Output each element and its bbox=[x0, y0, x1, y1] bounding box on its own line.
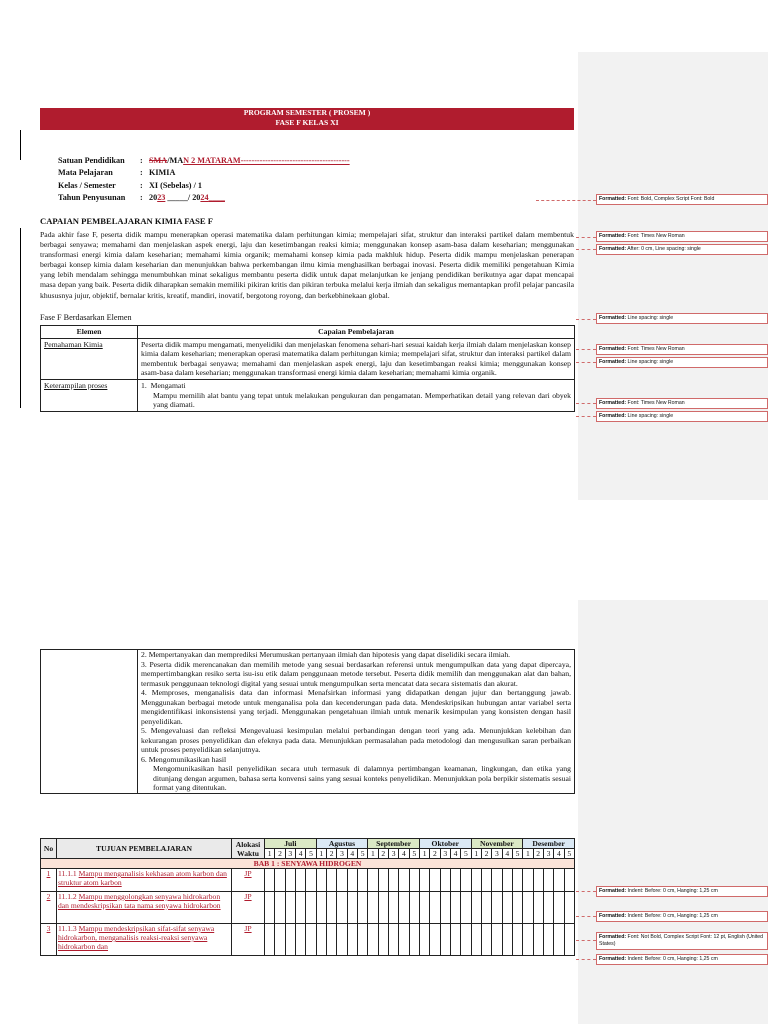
schedule-cell[interactable] bbox=[430, 869, 440, 892]
tujuan-text: Mampu mendeskripsikan sifat-sifat senyawa hidrokarbon, menganalisis reaksi-reaksi senyawa hidrokarbon dan bbox=[58, 924, 215, 951]
schedule-cell[interactable] bbox=[502, 892, 512, 924]
schedule-cell[interactable] bbox=[554, 924, 564, 956]
item-number: 4. bbox=[141, 688, 147, 697]
balloon-connector bbox=[576, 349, 596, 351]
month-header: November bbox=[471, 839, 523, 849]
balloon-text: Font: Not Bold, Complex Script Font: 12 pt, English (United States) bbox=[599, 934, 764, 947]
bab-row bbox=[41, 859, 575, 869]
schedule-cell[interactable] bbox=[378, 924, 388, 956]
schedule-cell[interactable] bbox=[357, 869, 367, 892]
elemen-cell: Keterampilan proses bbox=[41, 379, 138, 411]
schedule-cell[interactable] bbox=[368, 892, 378, 924]
identity-value-year bbox=[149, 193, 225, 203]
item-number: 5. bbox=[141, 726, 147, 735]
week-header: 3 bbox=[285, 849, 295, 859]
list-item bbox=[141, 650, 571, 660]
row-number: 2 bbox=[41, 892, 57, 924]
jp-cell: JP bbox=[232, 892, 265, 924]
week-header: 3 bbox=[543, 849, 553, 859]
schedule-cell[interactable] bbox=[450, 869, 460, 892]
week-header: 3 bbox=[440, 849, 450, 859]
schedule-cell[interactable] bbox=[399, 892, 409, 924]
balloon-label: Formatted: bbox=[599, 956, 627, 962]
balloon-text: Line spacing: single bbox=[627, 359, 674, 365]
schedule-cell[interactable] bbox=[419, 892, 429, 924]
header-tujuan: TUJUAN PEMBELAJARAN bbox=[57, 839, 232, 859]
schedule-cell[interactable] bbox=[306, 869, 316, 892]
month-header: September bbox=[368, 839, 420, 849]
week-header: 5 bbox=[409, 849, 419, 859]
schedule-cell[interactable] bbox=[512, 892, 522, 924]
schedule-header-row bbox=[41, 839, 575, 849]
identity-label: Kelas / Semester bbox=[58, 181, 116, 190]
balloon-connector bbox=[536, 200, 596, 202]
schedule-cell[interactable] bbox=[337, 892, 347, 924]
format-balloon[interactable] bbox=[596, 411, 768, 422]
capaian-paragraph: Pada akhir fase F, peserta didik mampu menerapkan operasi matematika dalam perhitungan kimia; mempelajari sifat, struktur dan interaksi partikel dalam membentuk berbagai senyawa; memahami dan menjelaskan aspek energi, laju dan kesetimbangan reaksi kimia; menggunakan konsep asam-basa dalam keseharian; menggunakan transformasi energi kimia dalam keseharian; memahami kimia organik; memahami konsep kimia pada makhluk hidup. Peserta didik mampu menjelaskan penerapan berbagai konsep kimia dalam keseharian dan menunjukkan bahwa perkembangan ilmu kimia menghasilkan berbagai inovasi. Peserta didik memiliki pengetahuan Kimia yang lebih mendalam sehingga menumbuhkan minat sekaligus membantu peserta didik untuk dapat melanjutkan ke jenjang pendidikan berikutnya agar dapat mencapai masa depan yang baik. Peserta didik diharapkan semakin memiliki pikiran kritis dan pikiran terbuka melalui kerja ilmiah dan sekaligus memantapkan profil pelajar pancasila khususnya jujur, objektif, bernalar kritis, kreatif, mandiri, inovatif, bergotong royong, dan berkebhinekaan global. bbox=[40, 230, 574, 300]
schedule-cell[interactable] bbox=[409, 869, 419, 892]
schedule-cell[interactable] bbox=[347, 869, 357, 892]
balloon-connector bbox=[576, 249, 596, 251]
header-elemen: Elemen bbox=[41, 326, 138, 339]
balloon-label: Formatted: bbox=[599, 888, 627, 894]
schedule-cell[interactable] bbox=[265, 869, 275, 892]
balloon-label: Formatted: bbox=[599, 413, 627, 419]
balloon-label: Formatted: bbox=[599, 934, 627, 940]
schedule-cell[interactable] bbox=[409, 892, 419, 924]
balloon-label: Formatted: bbox=[599, 315, 627, 321]
item-title: Mengamati bbox=[150, 380, 186, 390]
item-text: Mengevaluasi dan refleksi Mengevaluasi kesimpulan melalui perbandingan dengan teori yang ada. Menunjukkan kelebihan dan kekurangan proses penyelidikan dan efeknya pada data. Menunjukkan permasalahan pada metodologi dan mengusulkan saran perbaikan untuk proses penyelidikan selanjutnya. bbox=[141, 726, 571, 754]
schedule-cell[interactable] bbox=[295, 924, 305, 956]
balloon-connector bbox=[576, 959, 596, 961]
schedule-cell[interactable] bbox=[337, 869, 347, 892]
format-balloon[interactable] bbox=[596, 194, 768, 205]
banner-title: PROGRAM SEMESTER ( PROSEM ) bbox=[243, 108, 371, 117]
schedule-cell[interactable] bbox=[481, 892, 491, 924]
schedule-cell[interactable] bbox=[316, 869, 326, 892]
balloon-label: Formatted: bbox=[599, 196, 627, 202]
week-header: 2 bbox=[378, 849, 388, 859]
schedule-cell[interactable] bbox=[409, 924, 419, 956]
item-number: 6. bbox=[141, 754, 147, 764]
item-text: Mempertanyakan dan memprediksi Merumuskan pertanyaan ilmiah dan hipotesis yang dapat diselidiki secara ilmiah. bbox=[148, 650, 511, 659]
schedule-cell[interactable] bbox=[275, 924, 285, 956]
tujuan-cell bbox=[57, 924, 232, 956]
elemen-table bbox=[40, 325, 575, 412]
balloon-connector bbox=[576, 403, 596, 405]
table-row bbox=[41, 869, 575, 892]
header-alokasi bbox=[232, 839, 265, 859]
schedule-cell[interactable] bbox=[564, 892, 574, 924]
capaian-cell: Peserta didik mampu mengamati, menyelidiki dan menjelaskan fenomena sehari-hari sesuai kaidah kerja ilmiah dalam menjelaskan konsep kimia dalam keseharian; menerapkan operasi matematika dalam perhitungan kimia; mempelajari sifat, struktur dan interaksi partikel dalam membentuk berbagai senyawa; memahami dan menjelaskan aspek energi, laju dan kesetimbangan reaksi kimia; menggunakan konsep asam-basa dalam keseharian; menggunakan transformasi energi kimia dalam keseharian; memahami kimia organik. bbox=[138, 338, 575, 379]
schedule-cell[interactable] bbox=[388, 924, 398, 956]
elemen-table-continued bbox=[40, 649, 575, 794]
item-text: Mengomunikasikan hasil penyelidikan secara utuh termasuk di dalamnya pertimbangan keamanan, lingkungan, dan etika yang ditunjang dengan argumen, bahasa serta konvensi sains yang sesuai konteks penyelidikan. Menunjukkan pola berpikir sistematis sesuai format yang ditentukan. bbox=[153, 764, 571, 792]
week-header: 4 bbox=[502, 849, 512, 859]
document-banner bbox=[40, 108, 574, 130]
alokasi-line2: Waktu bbox=[237, 848, 259, 858]
schedule-cell[interactable] bbox=[337, 924, 347, 956]
month-header: Desember bbox=[523, 839, 575, 849]
alokasi-line1: Alokasi bbox=[235, 839, 261, 849]
table-row bbox=[41, 379, 575, 411]
schedule-cell[interactable] bbox=[481, 869, 491, 892]
year-part: ____ bbox=[208, 193, 225, 202]
tujuan-cell bbox=[57, 869, 232, 892]
balloon-label: Formatted: bbox=[599, 913, 627, 919]
identity-sep: : bbox=[140, 168, 143, 177]
year-part: _____/ 20 bbox=[165, 193, 201, 202]
identity-sep: : bbox=[140, 181, 143, 190]
schedule-cell[interactable] bbox=[357, 924, 367, 956]
week-header: 4 bbox=[450, 849, 460, 859]
schedule-cell[interactable] bbox=[326, 924, 336, 956]
tujuan-text: Mampu menggolongkan senyawa hidrokarbon dan mendeskripsikan tata nama senyawa hidrokarbon bbox=[58, 892, 221, 910]
schedule-cell[interactable] bbox=[564, 869, 574, 892]
item-number: 1. bbox=[141, 380, 147, 390]
balloon-text: Indent: Before: 0 cm, Hanging: 1,25 cm bbox=[627, 913, 718, 919]
week-header: 1 bbox=[368, 849, 378, 859]
schedule-cell[interactable] bbox=[543, 924, 553, 956]
elemen-cell-empty bbox=[41, 650, 138, 794]
schedule-cell[interactable] bbox=[295, 892, 305, 924]
schedule-cell[interactable] bbox=[440, 869, 450, 892]
item-number: 2. bbox=[141, 650, 147, 659]
balloon-connector bbox=[576, 416, 596, 418]
item-text: Mampu memilih alat bantu yang tepat untuk melakukan pengukuran dan pengamatan. Memperhatikan detail yang relevan dari obyek yang diamati. bbox=[153, 390, 571, 410]
schedule-cell[interactable] bbox=[265, 924, 275, 956]
schedule-cell[interactable] bbox=[523, 869, 533, 892]
format-balloon[interactable] bbox=[596, 886, 768, 897]
schedule-cell[interactable] bbox=[471, 869, 481, 892]
tujuan-cell bbox=[57, 892, 232, 924]
balloon-connector bbox=[576, 891, 596, 893]
balloon-text: Font: Times New Roman bbox=[627, 346, 685, 352]
tujuan-text: Mampu menganalisis kekhasan atom karbon dan struktur atom karbon bbox=[58, 869, 227, 887]
week-header: 4 bbox=[295, 849, 305, 859]
week-header: 1 bbox=[419, 849, 429, 859]
balloon-text: Font: Times New Roman bbox=[627, 400, 685, 406]
balloon-connector bbox=[576, 319, 596, 321]
schedule-cell[interactable] bbox=[388, 869, 398, 892]
week-header: 5 bbox=[512, 849, 522, 859]
header-no: No bbox=[41, 839, 57, 859]
format-balloon[interactable] bbox=[596, 344, 768, 355]
schedule-cell[interactable] bbox=[306, 924, 316, 956]
week-header: 3 bbox=[492, 849, 502, 859]
schedule-cell[interactable] bbox=[543, 892, 553, 924]
format-balloon[interactable] bbox=[596, 911, 768, 922]
balloon-text: Indent: Before: 0 cm, Hanging: 1,25 cm bbox=[627, 956, 718, 962]
balloon-text: Font: Times New Roman bbox=[627, 233, 685, 239]
identity-sep: : bbox=[140, 156, 143, 165]
year-inserted: 24 bbox=[200, 193, 209, 202]
identity-sep: : bbox=[140, 193, 143, 202]
schedule-cell[interactable] bbox=[378, 869, 388, 892]
balloon-connector bbox=[576, 940, 596, 942]
tujuan-code: 11.1.2 bbox=[58, 892, 77, 901]
week-header: 3 bbox=[337, 849, 347, 859]
balloon-text: Font: Bold, Complex Script Font: Bold bbox=[627, 196, 715, 202]
schedule-cell[interactable] bbox=[533, 869, 543, 892]
comment-pane-1 bbox=[578, 52, 768, 500]
format-balloon[interactable] bbox=[596, 244, 768, 255]
schedule-cell[interactable] bbox=[316, 924, 326, 956]
week-header: 5 bbox=[564, 849, 574, 859]
schedule-cell[interactable] bbox=[285, 892, 295, 924]
schedule-cell[interactable] bbox=[295, 869, 305, 892]
balloon-connector bbox=[576, 237, 596, 239]
month-header: Agustus bbox=[316, 839, 368, 849]
inserted-text: N 2 MATARAM bbox=[183, 156, 241, 165]
identity-value-subject: KIMIA bbox=[149, 168, 176, 177]
identity-label: Satuan Pendidikan bbox=[58, 156, 125, 165]
week-header: 4 bbox=[554, 849, 564, 859]
schedule-cell[interactable] bbox=[440, 892, 450, 924]
schedule-cell[interactable] bbox=[502, 924, 512, 956]
schedule-cell[interactable] bbox=[275, 892, 285, 924]
format-balloon[interactable] bbox=[596, 313, 768, 324]
inserted-dashes: ---------------------------------------- bbox=[240, 156, 350, 165]
balloon-connector bbox=[576, 362, 596, 364]
schedule-cell[interactable] bbox=[471, 924, 481, 956]
table-row bbox=[41, 650, 575, 794]
header-capaian: Capaian Pembelajaran bbox=[138, 326, 575, 339]
schedule-cell[interactable] bbox=[450, 892, 460, 924]
schedule-cell[interactable] bbox=[554, 869, 564, 892]
week-header: 1 bbox=[316, 849, 326, 859]
list-item bbox=[141, 726, 571, 755]
week-header: 4 bbox=[347, 849, 357, 859]
balloon-label: Formatted: bbox=[599, 359, 627, 365]
capaian-cell bbox=[138, 650, 575, 794]
deleted-text: SMA bbox=[149, 156, 168, 165]
banner-subtitle: FASE F KELAS XI bbox=[275, 118, 339, 127]
schedule-cell[interactable] bbox=[564, 924, 574, 956]
schedule-cell[interactable] bbox=[399, 869, 409, 892]
schedule-cell[interactable] bbox=[512, 869, 522, 892]
balloon-text: After: 0 cm, Line spacing: single bbox=[627, 246, 701, 252]
schedule-cell[interactable] bbox=[430, 924, 440, 956]
schedule-cell[interactable] bbox=[450, 924, 460, 956]
schedule-cell[interactable] bbox=[492, 869, 502, 892]
schedule-cell[interactable] bbox=[440, 924, 450, 956]
schedule-cell[interactable] bbox=[388, 892, 398, 924]
format-balloon[interactable] bbox=[596, 231, 768, 242]
schedule-cell[interactable] bbox=[265, 892, 275, 924]
schedule-cell[interactable] bbox=[461, 924, 471, 956]
list-item bbox=[141, 755, 571, 793]
balloon-text: Line spacing: single bbox=[627, 413, 674, 419]
identity-value-class: XI (Sebelas) / 1 bbox=[149, 181, 202, 190]
schedule-cell[interactable] bbox=[368, 869, 378, 892]
elemen-cell: Pemahaman Kimia bbox=[41, 338, 138, 379]
row-number: 3 bbox=[41, 924, 57, 956]
schedule-cell[interactable] bbox=[347, 924, 357, 956]
schedule-cell[interactable] bbox=[543, 869, 553, 892]
schedule-cell[interactable] bbox=[502, 869, 512, 892]
table-row bbox=[41, 892, 575, 924]
balloon-label: Formatted: bbox=[599, 233, 627, 239]
jp-cell: JP bbox=[232, 869, 265, 892]
change-bar bbox=[20, 228, 21, 408]
week-header: 3 bbox=[388, 849, 398, 859]
week-header: 2 bbox=[533, 849, 543, 859]
balloon-text: Indent: Before: 0 cm, Hanging: 1,25 cm bbox=[627, 888, 718, 894]
schedule-cell[interactable] bbox=[419, 869, 429, 892]
page-gap bbox=[0, 500, 768, 600]
table-row bbox=[41, 338, 575, 379]
schedule-cell[interactable] bbox=[523, 892, 533, 924]
week-header: 1 bbox=[265, 849, 275, 859]
week-header: 2 bbox=[430, 849, 440, 859]
list-item bbox=[141, 688, 571, 726]
identity-value-school bbox=[149, 156, 350, 166]
format-balloon[interactable] bbox=[596, 932, 768, 950]
week-header: 5 bbox=[306, 849, 316, 859]
capaian-cell bbox=[138, 379, 575, 411]
balloon-label: Formatted: bbox=[599, 246, 627, 252]
item-text: Memproses, menganalisis data dan informasi Menafsirkan informasi yang didapatkan dengan jujur dan bertanggung jawab. Menggunakan berbagai metode untuk menganalisa pola dan kecenderungan pada data. Mendeskripsikan hubungan antar variabel serta mengidentifikasi inkonsistensi yang terjadi. Menggunakan pengetahuan ilmiah untuk menarik kesimpulan yang konsisten dengan hasil penyelidikan. bbox=[141, 688, 571, 726]
schedule-cell[interactable] bbox=[492, 924, 502, 956]
plain-text: MA bbox=[169, 156, 184, 165]
balloon-text: Line spacing: single bbox=[627, 315, 674, 321]
month-header: Oktober bbox=[419, 839, 471, 849]
table-row bbox=[41, 924, 575, 956]
schedule-cell[interactable] bbox=[306, 892, 316, 924]
schedule-cell[interactable] bbox=[368, 924, 378, 956]
schedule-cell[interactable] bbox=[316, 892, 326, 924]
week-header: 2 bbox=[481, 849, 491, 859]
schedule-cell[interactable] bbox=[347, 892, 357, 924]
schedule-cell[interactable] bbox=[378, 892, 388, 924]
item-text: Peserta didik merencanakan dan memilih metode yang sesuai berdasarkan referensi untuk mengumpulkan data yang dapat dipercaya, mempertimbangkan resiko serta isu-isu etik dalam penggunaan metode tersebut. Peserta didik memilih dan menggunakan alat dan bahan, termasuk penggunaan teknologi digital yang sesuai untuk mengumpulkan serta mencatat data secara sistematis dan akurat. bbox=[141, 659, 571, 688]
schedule-cell[interactable] bbox=[533, 892, 543, 924]
week-header: 2 bbox=[326, 849, 336, 859]
year-part: 20 bbox=[149, 193, 158, 202]
balloon-connector bbox=[576, 916, 596, 918]
schedule-cell[interactable] bbox=[471, 892, 481, 924]
section-title: CAPAIAN PEMBELAJARAN KIMIA FASE F bbox=[40, 216, 213, 226]
format-balloon[interactable] bbox=[596, 398, 768, 409]
jp-cell: JP bbox=[232, 924, 265, 956]
balloon-label: Formatted: bbox=[599, 400, 627, 406]
schedule-cell[interactable] bbox=[285, 869, 295, 892]
tujuan-code: 11.1.1 bbox=[58, 869, 77, 878]
balloon-label: Formatted: bbox=[599, 346, 627, 352]
row-number: 1 bbox=[41, 869, 57, 892]
fase-label: Fase F Berdasarkan Elemen bbox=[40, 313, 132, 322]
schedule-cell[interactable] bbox=[481, 924, 491, 956]
schedule-cell[interactable] bbox=[285, 924, 295, 956]
week-header: 4 bbox=[399, 849, 409, 859]
change-bar bbox=[20, 130, 21, 160]
format-balloon[interactable] bbox=[596, 954, 768, 965]
schedule-cell[interactable] bbox=[461, 869, 471, 892]
schedule-cell[interactable] bbox=[399, 924, 409, 956]
schedule-cell[interactable] bbox=[326, 869, 336, 892]
schedule-cell[interactable] bbox=[492, 892, 502, 924]
schedule-cell[interactable] bbox=[326, 892, 336, 924]
schedule-cell[interactable] bbox=[512, 924, 522, 956]
week-header: 1 bbox=[471, 849, 481, 859]
week-header: 5 bbox=[357, 849, 367, 859]
schedule-cell[interactable] bbox=[275, 869, 285, 892]
item-title: Mengomunikasikan hasil bbox=[148, 754, 227, 764]
week-header: 2 bbox=[275, 849, 285, 859]
schedule-cell[interactable] bbox=[461, 892, 471, 924]
schedule-table bbox=[40, 838, 575, 956]
schedule-cell[interactable] bbox=[533, 924, 543, 956]
schedule-cell[interactable] bbox=[419, 924, 429, 956]
identity-label: Tahun Penyusunan bbox=[58, 193, 126, 202]
item-number: 3. bbox=[141, 659, 147, 669]
schedule-cell[interactable] bbox=[357, 892, 367, 924]
list-item bbox=[141, 660, 571, 689]
slash-text: / bbox=[167, 156, 170, 165]
bab-title: BAB 1 : SENYAWA HIDROGEN bbox=[41, 859, 575, 869]
table-header-row bbox=[41, 326, 575, 339]
schedule-cell[interactable] bbox=[523, 924, 533, 956]
month-header: Juli bbox=[265, 839, 317, 849]
week-header: 5 bbox=[461, 849, 471, 859]
schedule-cell[interactable] bbox=[554, 892, 564, 924]
identity-label: Mata Pelajaran bbox=[58, 168, 113, 177]
tujuan-code: 11.1.3 bbox=[58, 924, 77, 933]
week-header: 1 bbox=[523, 849, 533, 859]
format-balloon[interactable] bbox=[596, 357, 768, 368]
year-inserted: 23 bbox=[157, 193, 166, 202]
schedule-cell[interactable] bbox=[430, 892, 440, 924]
